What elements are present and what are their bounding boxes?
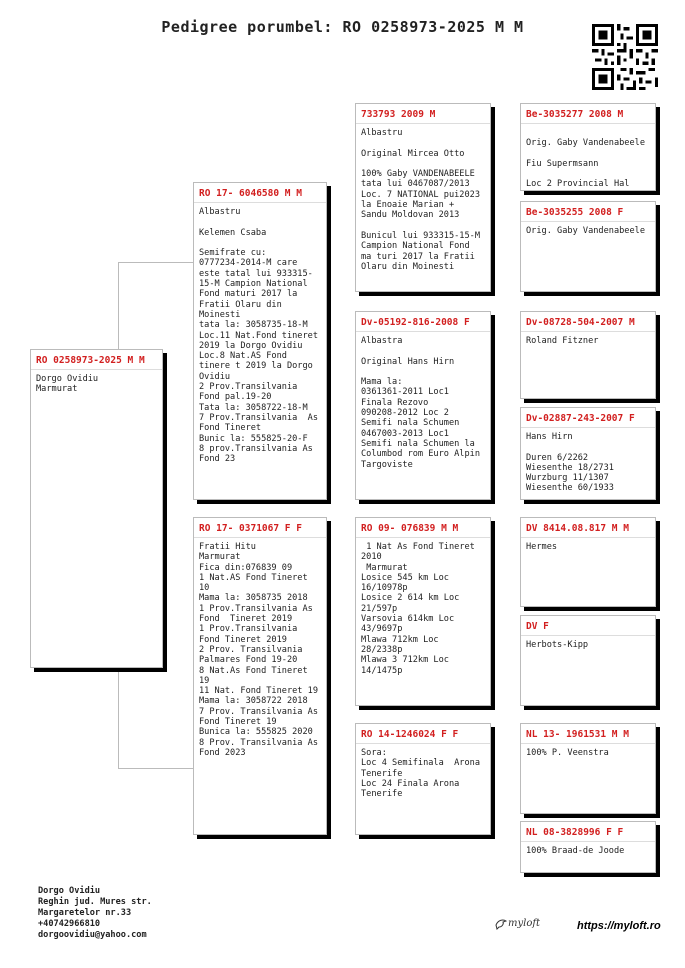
pedigree-card-sire	[193, 182, 327, 500]
card-details: Herbots-Kipp	[526, 640, 589, 650]
ring-number: NL 08-3828996 F F	[521, 822, 655, 842]
owner-address-line1: Reghin jud. Mures str.	[38, 897, 152, 907]
ring-number: RO 17- 0371067 F F	[194, 518, 326, 538]
owner-email[interactable]: dorgoovidiu@yahoo.com	[38, 930, 147, 940]
card-details: Albastru Kelemen Csaba Semifrate cu: 0777234-2014-M care este tatal lui 933315-15-M Campion National Fond maturi 2017 la Fratii Olaru din Moinesti tata la: 3058735-18-M Loc.11 Nat.Fond tineret 2019 la Dorgo Ovidiu Loc.8 Nat.AS Fond tinere t 2019 la Dorgo Ovidiu 2 Prov.Transilvania Fond pal.19-20 Tata la: 3058722-18-M 7 Prov.Transilvania As Fond Tineret Bunic la: 555825-20-F 8 prov.Transilvania As Fond 23	[199, 207, 318, 465]
pedigree-card-gen3	[520, 201, 656, 292]
pedigree-card-gen2	[355, 517, 491, 706]
ring-number: Be-3035255 2008 F	[521, 202, 655, 222]
pedigree-card-gen3	[520, 517, 656, 607]
ring-number: Dv-02887-243-2007 F	[521, 408, 655, 428]
connector-line	[118, 668, 119, 768]
pigeon-logo-icon	[494, 916, 508, 930]
owner-contact	[38, 886, 152, 941]
card-details: Albastru Original Mircea Otto 100% Gaby VANDENABEELE tata lui 0467087/2013 Loc. 7 NATIONAL pui2023 la Enoaie Marian + Sandu Moldovan 2013 Bunicul lui 933315-15-M Campion National Fond ma turi 2017 la Fratii Olaru din Moinesti	[361, 128, 480, 272]
pedigree-card-subject	[30, 349, 163, 668]
owner-phone: +40742966810	[38, 919, 101, 929]
ring-number: RO 09- 076839 M M	[356, 518, 490, 538]
brand-logo: myloft	[508, 918, 541, 929]
ring-number: NL 13- 1961531 M M	[521, 724, 655, 744]
card-details: 100% Braad-de Joode	[526, 846, 625, 856]
pedigree-card-gen3	[520, 723, 656, 814]
connector-line	[118, 262, 119, 349]
card-details: 100% P. Veenstra	[526, 748, 609, 758]
connector-line	[118, 262, 193, 263]
card-details: Sora: Loc 4 Semifinala Arona Tenerife Loc 24 Finala Arona Tenerife	[361, 748, 480, 800]
page-title: Pedigree porumbel: RO 0258973-2025 M M	[161, 18, 524, 36]
ring-number: RO 0258973-2025 M M	[31, 350, 162, 370]
ring-number: Dv-08728-504-2007 M	[521, 312, 655, 332]
pedigree-card-gen3	[520, 103, 656, 191]
pedigree-card-dam	[193, 517, 327, 835]
ring-number: Be-3035277 2008 M	[521, 104, 655, 124]
pedigree-card-gen2	[355, 103, 491, 292]
ring-number: RO 14-1246024 F F	[356, 724, 490, 744]
ring-number: RO 17- 6046580 M M	[194, 183, 326, 203]
pedigree-card-gen3	[520, 407, 656, 500]
card-details: Hans Hirn Duren 6/2262 Wiesenthe 18/2731 Wurzburg 11/1307 Wiesenthe 60/1933	[526, 432, 614, 494]
pedigree-card-gen3	[520, 615, 656, 706]
card-details: Albastra Original Hans Hirn Mama la: 0361361-2011 Loc1 Finala Rezovo 090208-2012 Loc 2 Semifi nala Schumen 0467003-2013 Loc1 Semifi nala Schumen la Columbod rom Euro Alpin Targoviste	[361, 336, 480, 470]
card-details: 1 Nat As Fond Tineret 2010 Marmurat Losice 545 km Loc 16/10978p Losice 2 614 km Loc 21/597p Varsovia 614km Loc 43/9697p Mlawa 712km Loc 28/2338p Mlawa 3 712km Loc 14/1475p	[361, 542, 475, 676]
card-details: Hermes	[526, 542, 558, 552]
website-link[interactable]: https://myloft.ro	[577, 920, 661, 932]
ring-number: Dv-05192-816-2008 F	[356, 312, 490, 332]
ring-number: DV 8414.08.817 M M	[521, 518, 655, 538]
card-details: Roland Fitzner	[526, 336, 599, 346]
connector-line	[118, 768, 193, 769]
owner-name: Dorgo Ovidiu	[38, 886, 101, 896]
qr-code	[592, 24, 658, 90]
card-details: Fratii Hitu Marmurat Fica din:076839 09 1 Nat.AS Fond Tineret 10 Mama la: 3058735 2018 1 Prov.Transilvania As Fond Tineret 2019 1 Prov.Transilvania Fond Tineret 2019 2 Prov. Transilvania Palmares Fond 19-20 8 Nat.As Fond Tineret 19 11 Nat. Fond Tineret 19 Mama la: 3058722 2018 7 Prov. Transilvania As Fond Tineret 19 Bunica la: 555825 2020 8 Prov. Transilvania As Fond 2023	[199, 542, 318, 758]
pedigree-card-gen2	[355, 723, 491, 835]
pedigree-card-gen2	[355, 311, 491, 500]
pedigree-card-gen3	[520, 311, 656, 399]
card-details: Orig. Gaby Vandenabeele Fiu Supermsann Loc 2 Provincial Hal	[526, 138, 645, 190]
ring-number: DV F	[521, 616, 655, 636]
ring-number: 733793 2009 M	[356, 104, 490, 124]
owner-address-line2: Margaretelor nr.33	[38, 908, 132, 918]
pedigree-card-gen3	[520, 821, 656, 873]
card-details: Dorgo Ovidiu Marmurat	[36, 374, 99, 395]
card-details: Orig. Gaby Vandenabeele	[526, 226, 645, 236]
